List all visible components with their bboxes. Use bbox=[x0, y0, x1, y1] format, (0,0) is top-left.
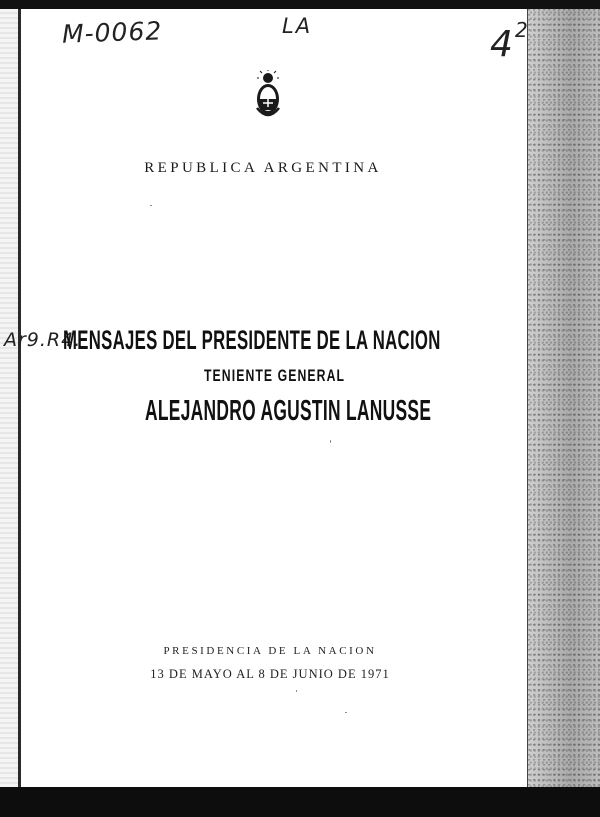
scan-speck bbox=[330, 440, 331, 443]
country-heading: REPUBLICA ARGENTINA bbox=[144, 160, 382, 176]
scan-speck bbox=[345, 712, 347, 713]
president-name: ALEJANDRO AGUSTIN LANUSSE bbox=[145, 395, 432, 427]
handwritten-page-number: 4 bbox=[490, 24, 513, 65]
handwritten-initials: LA bbox=[282, 14, 313, 38]
scan-speck bbox=[296, 690, 297, 692]
handwritten-catalog-code: M-0062 bbox=[61, 16, 163, 49]
coat-of-arms-icon bbox=[253, 70, 283, 120]
rank-subtitle: TENIENTE GENERAL bbox=[204, 366, 346, 385]
issuer-line: PRESIDENCIA DE LA NACION bbox=[163, 645, 377, 657]
scan-speck bbox=[150, 205, 152, 206]
scan-bottom-border bbox=[0, 787, 600, 817]
date-range-line: 13 DE MAYO AL 8 DE JUNIO DE 1971 bbox=[150, 667, 390, 681]
title-heading: MENSAJES DEL PRESIDENTE DE LA NACION bbox=[63, 325, 441, 355]
handwritten-page-superscript: 2 bbox=[515, 18, 528, 42]
scan-top-border bbox=[0, 0, 600, 9]
handwritten-left-note: Ar9.R4. bbox=[4, 329, 82, 351]
